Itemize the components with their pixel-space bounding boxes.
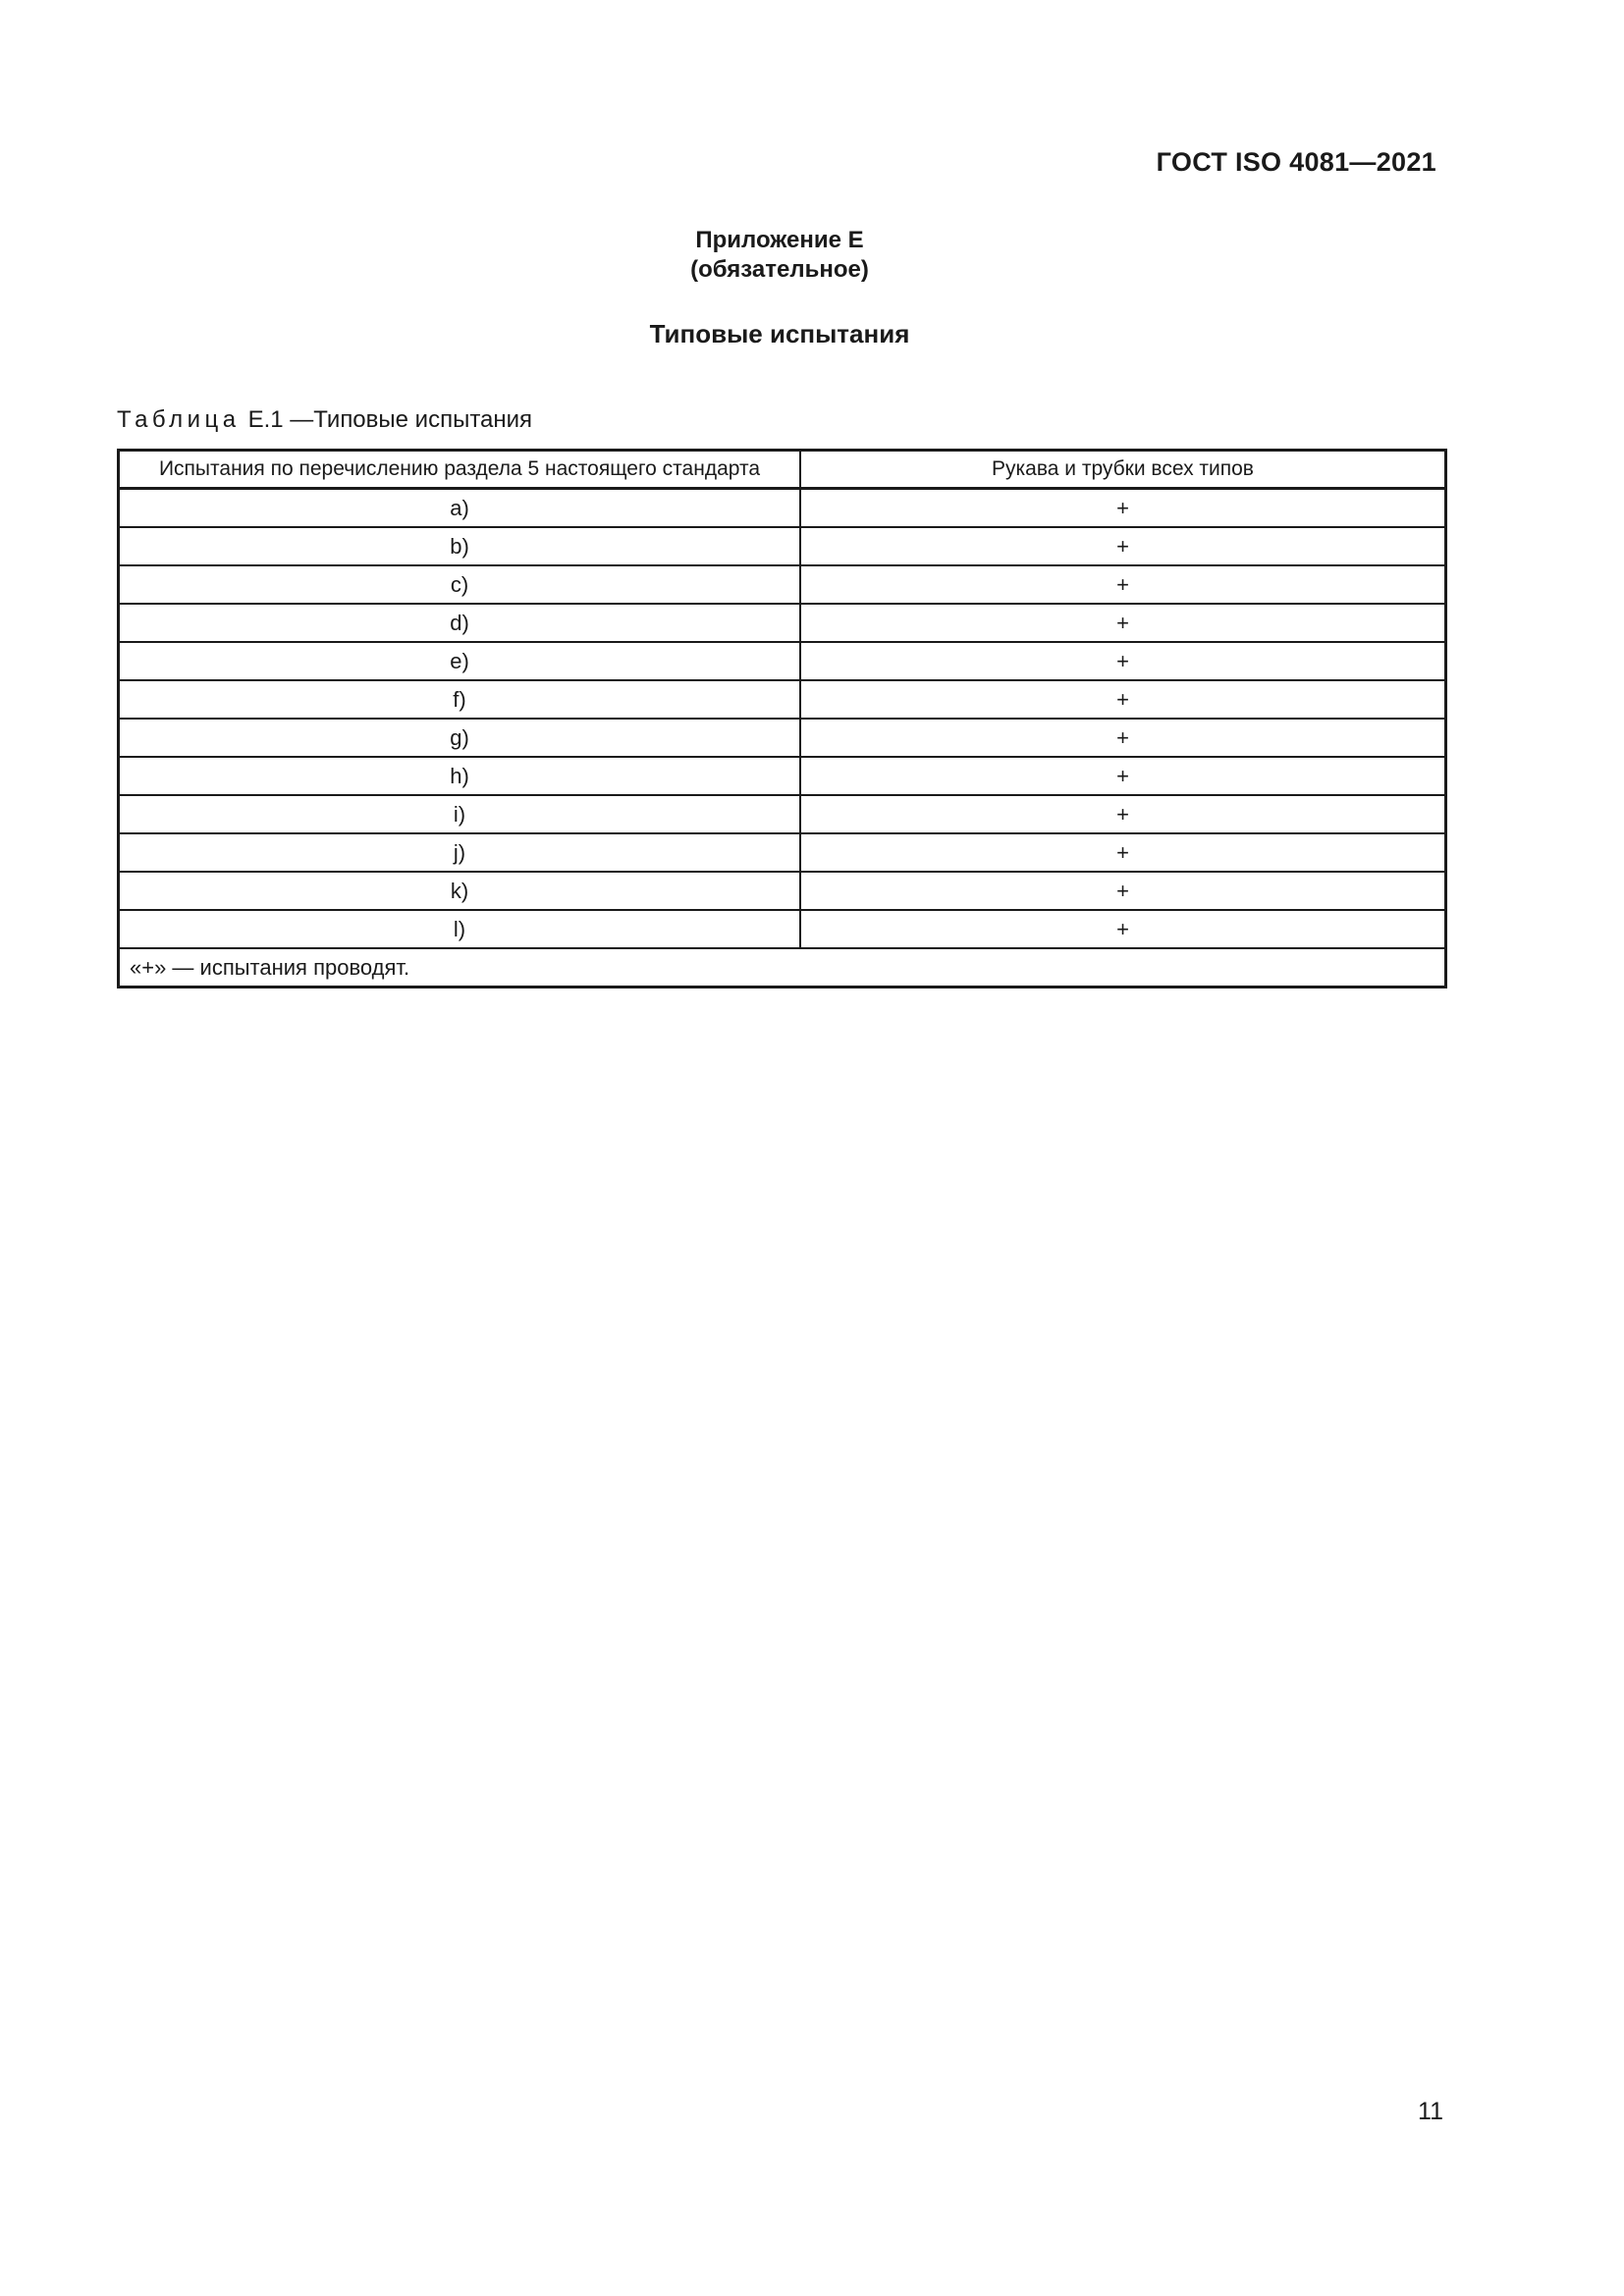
table-row [119, 872, 1446, 910]
test-item-cell: d) [119, 604, 801, 642]
table-row [119, 833, 1446, 872]
appendix-status: (обязательное) [690, 256, 869, 283]
test-mark-cell: + [800, 757, 1446, 795]
test-mark-cell: + [800, 604, 1446, 642]
test-item-cell: f) [119, 680, 801, 719]
appendix-title: Приложение Е [695, 227, 864, 253]
test-mark-cell: + [800, 795, 1446, 833]
test-mark-cell: + [800, 833, 1446, 872]
table-row [119, 680, 1446, 719]
table-row [119, 757, 1446, 795]
page-number: 11 [1418, 2098, 1443, 2125]
table-caption [117, 406, 532, 434]
test-item-cell: h) [119, 757, 801, 795]
appendix-heading [0, 226, 1559, 285]
test-item-cell: j) [119, 833, 801, 872]
test-item-cell: l) [119, 910, 801, 948]
table-footnote-row [119, 948, 1446, 988]
test-mark-cell: + [800, 642, 1446, 680]
test-item-cell: i) [119, 795, 801, 833]
test-item-cell: b) [119, 527, 801, 565]
test-mark-cell: + [800, 680, 1446, 719]
table-header-row [119, 451, 1446, 489]
document-code: ГОСТ ISO 4081—2021 [1156, 147, 1436, 177]
tests-table [117, 449, 1447, 988]
table-row [119, 910, 1446, 948]
table-row [119, 719, 1446, 757]
table-row [119, 642, 1446, 680]
test-mark-cell: + [800, 872, 1446, 910]
test-item-cell: k) [119, 872, 801, 910]
test-mark-cell: + [800, 719, 1446, 757]
column-header-hose-types: Рукава и трубки всех типов [800, 451, 1446, 489]
test-mark-cell: + [800, 527, 1446, 565]
table-row [119, 795, 1446, 833]
test-mark-cell: + [800, 489, 1446, 528]
test-mark-cell: + [800, 565, 1446, 604]
column-header-tests: Испытания по перечислению раздела 5 настоящего стандарта [119, 451, 801, 489]
table-row [119, 604, 1446, 642]
table-caption-label: Таблица [117, 406, 241, 433]
test-item-cell: g) [119, 719, 801, 757]
section-title: Типовые испытания [649, 319, 910, 348]
test-mark-cell: + [800, 910, 1446, 948]
table-row [119, 489, 1446, 528]
test-item-cell: e) [119, 642, 801, 680]
table-row [119, 527, 1446, 565]
test-item-cell: a) [119, 489, 801, 528]
table-footnote: «+» — испытания проводят. [119, 948, 1446, 988]
table-row [119, 565, 1446, 604]
test-item-cell: c) [119, 565, 801, 604]
table-caption-text: Е.1 —Типовые испытания [247, 406, 533, 433]
